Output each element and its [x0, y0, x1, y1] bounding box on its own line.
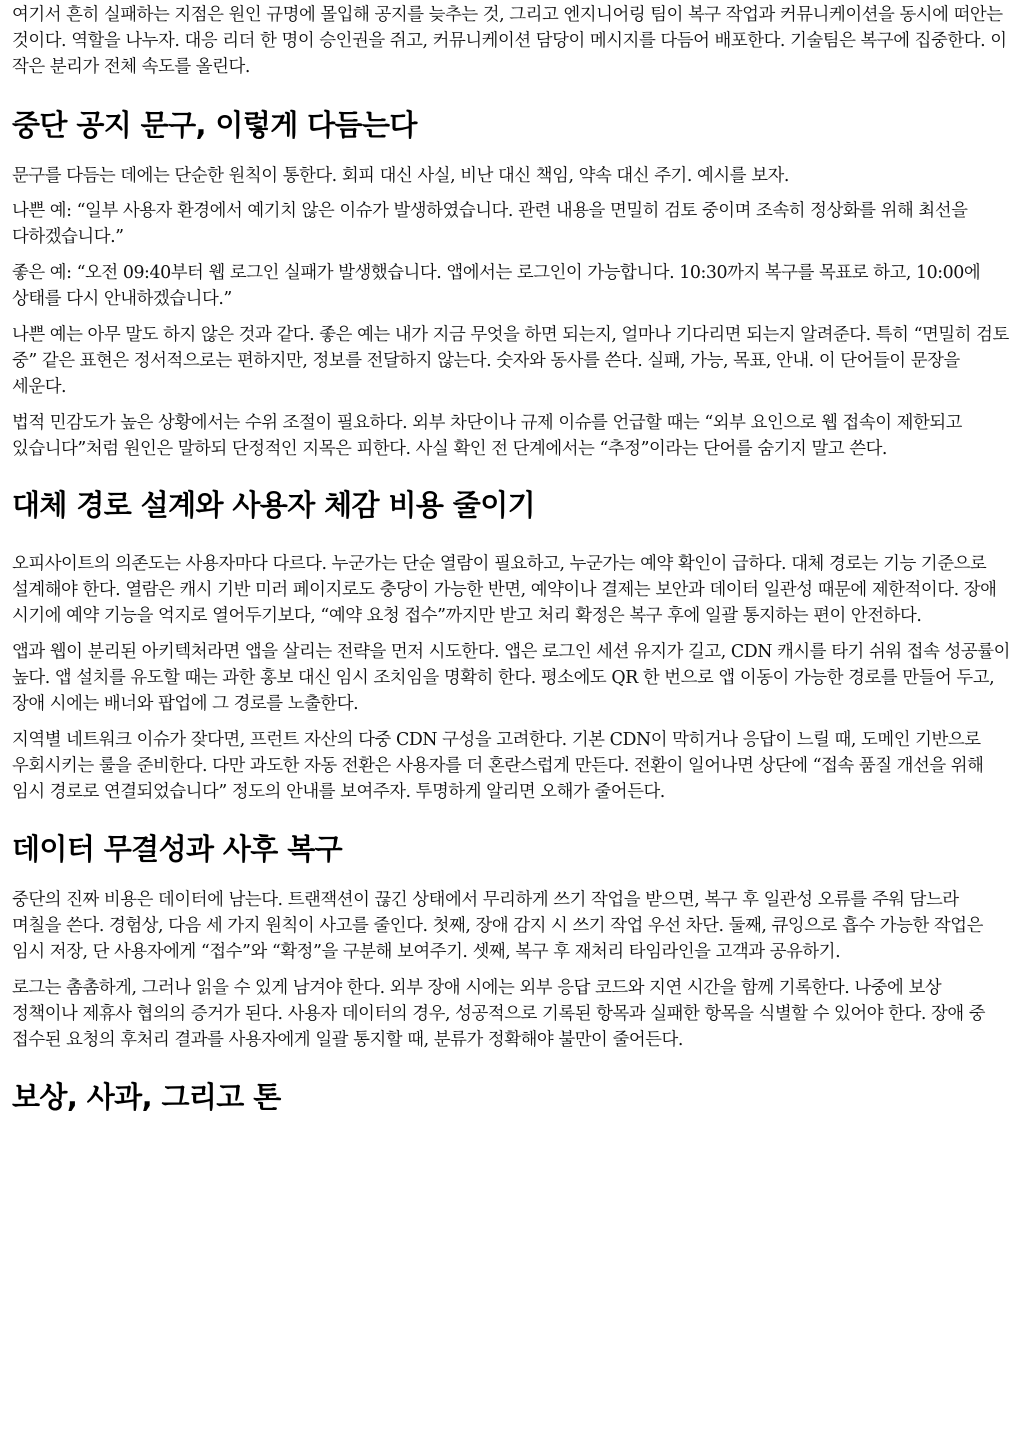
body-paragraph: 법적 민감도가 높은 상황에서는 수위 조절이 필요하다. 외부 차단이나 규제 이슈를 언급할 때는 “외부 요인으로 웹 접속이 제한되고 있습니다”처럼 원인은 말하되 단정적인 지목은 피한다. 사실 확인 전 단계에서는 “추정”이라는 단어를 숨기지 말고 쓴다. — [12, 413, 963, 459]
section-heading-compensation-apology-tone: 보상, 사과, 그리고 톤 — [12, 1080, 281, 1114]
intro-paragraph: 여기서 흔히 실패하는 지점은 원인 규명에 몰입해 공지를 늦추는 것, 그리고 엔지니어링 팀이 복구 작업과 커뮤니케이션을 동시에 떠안는 것이다. 역할을 나누자. 대응 리더 한 명이 승인권을 쥐고, 커뮤니케이션 담당이 메시지를 다듬어 배포한다. 기술팀은 복구에 집중한다. 이 작은 분리가 전체 속도를 올린다. — [12, 5, 1007, 77]
body-paragraph: 나쁜 예는 아무 말도 하지 않은 것과 같다. 좋은 예는 내가 지금 무엇을 하면 되는지, 얼마나 기다리면 되는지 알려준다. 특히 “면밀히 검토 중” 같은 표현은 정서적으로는 편하지만, 정보를 전달하지 않는다. 숫자와 동사를 쓴다. 실패, 가능, 목표, 안내. 이 단어들이 문장을 세운다. — [12, 325, 1009, 397]
body-paragraph: 문구를 다듬는 데에는 단순한 원칙이 통한다. 회피 대신 사실, 비난 대신 책임, 약속 대신 주기. 예시를 보자. — [12, 166, 789, 186]
body-paragraph: 좋은 예: “오전 09:40부터 웹 로그인 실패가 발생했습니다. 앱에서는 로그인이 가능합니다. 10:30까지 복구를 목표로 하고, 10:00에 상태를 다시 안내하겠습니다.” — [12, 263, 981, 309]
body-paragraph: 앱과 웹이 분리된 아키텍처라면 앱을 살리는 전략을 먼저 시도한다. 앱은 로그인 세션 유지가 길고, CDN 캐시를 타기 쉬워 접속 성공률이 높다. 앱 설치를 유도할 때는 과한 홍보 대신 임시 조치임을 명확히 한다. 평소에도 QR 한 번으로 앱 이동이 가능한 경로를 만들어 두고, 장애 시에는 배너와 팝업에 그 경로를 노출한다. — [12, 642, 1010, 714]
body-paragraph: 중단의 진짜 비용은 데이터에 남는다. 트랜잭션이 끊긴 상태에서 무리하게 쓰기 작업을 받으면, 복구 후 일관성 오류를 주워 담느라 며칠을 쓴다. 경험상, 다음 세 가지 원칙이 사고를 줄인다. 첫째, 장애 감지 시 쓰기 작업 우선 차단. 둘째, 큐잉으로 흡수 가능한 작업은 임시 저장, 단 사용자에게 “접수”와 “확정”을 구분해 보여주기. 셋째, 복구 후 재처리 타임라인을 고객과 공유하기. — [12, 890, 983, 962]
section-heading-alternate-paths: 대체 경로 설계와 사용자 체감 비용 줄이기 — [12, 488, 536, 522]
body-paragraph: 오피사이트의 의존도는 사용자마다 다르다. 누군가는 단순 열람이 필요하고, 누군가는 예약 확인이 급하다. 대체 경로는 기능 기준으로 설계해야 한다. 열람은 캐시 기반 미러 페이지로도 충당이 가능한 반면, 예약이나 결제는 보안과 데이터 일관성 때문에 제한적이다. 장애 시기에 예약 기능을 억지로 열어두기보다, “예약 요청 접수”까지만 받고 처리 확정은 복구 후에 일괄 통지하는 편이 안전하다. — [12, 554, 997, 626]
body-paragraph: 지역별 네트워크 이슈가 잦다면, 프런트 자산의 다중 CDN 구성을 고려한다. 기본 CDN이 막히거나 응답이 느릴 때, 도메인 기반으로 우회시키는 룰을 준비한다. 다만 과도한 자동 전환은 사용자를 더 혼란스럽게 만든다. 전환이 일어나면 상단에 “접속 품질 개선을 위해 임시 경로로 연결되었습니다” 정도의 안내를 보여주자. 투명하게 알리면 오해가 줄어든다. — [12, 730, 984, 802]
body-paragraph: 로그는 촘촘하게, 그러나 읽을 수 있게 남겨야 한다. 외부 장애 시에는 외부 응답 코드와 지연 시간을 함께 기록한다. 나중에 보상 정책이나 제휴사 협의의 증거가 된다. 사용자 데이터의 경우, 성공적으로 기록된 항목과 실패한 항목을 식별할 수 있어야 한다. 장애 중 접수된 요청의 후처리 결과를 사용자에게 일괄 통지할 때, 분류가 정확해야 불만이 줄어든다. — [12, 978, 986, 1050]
section-heading-notice-wording: 중단 공지 문구, 이렇게 다듬는다 — [12, 108, 417, 142]
body-paragraph: 나쁜 예: “일부 사용자 환경에서 예기치 않은 이슈가 발생하였습니다. 관련 내용을 면밀히 검토 중이며 조속히 정상화를 위해 최선을 다하겠습니다.” — [12, 201, 968, 247]
section-heading-data-integrity: 데이터 무결성과 사후 복구 — [12, 832, 343, 866]
